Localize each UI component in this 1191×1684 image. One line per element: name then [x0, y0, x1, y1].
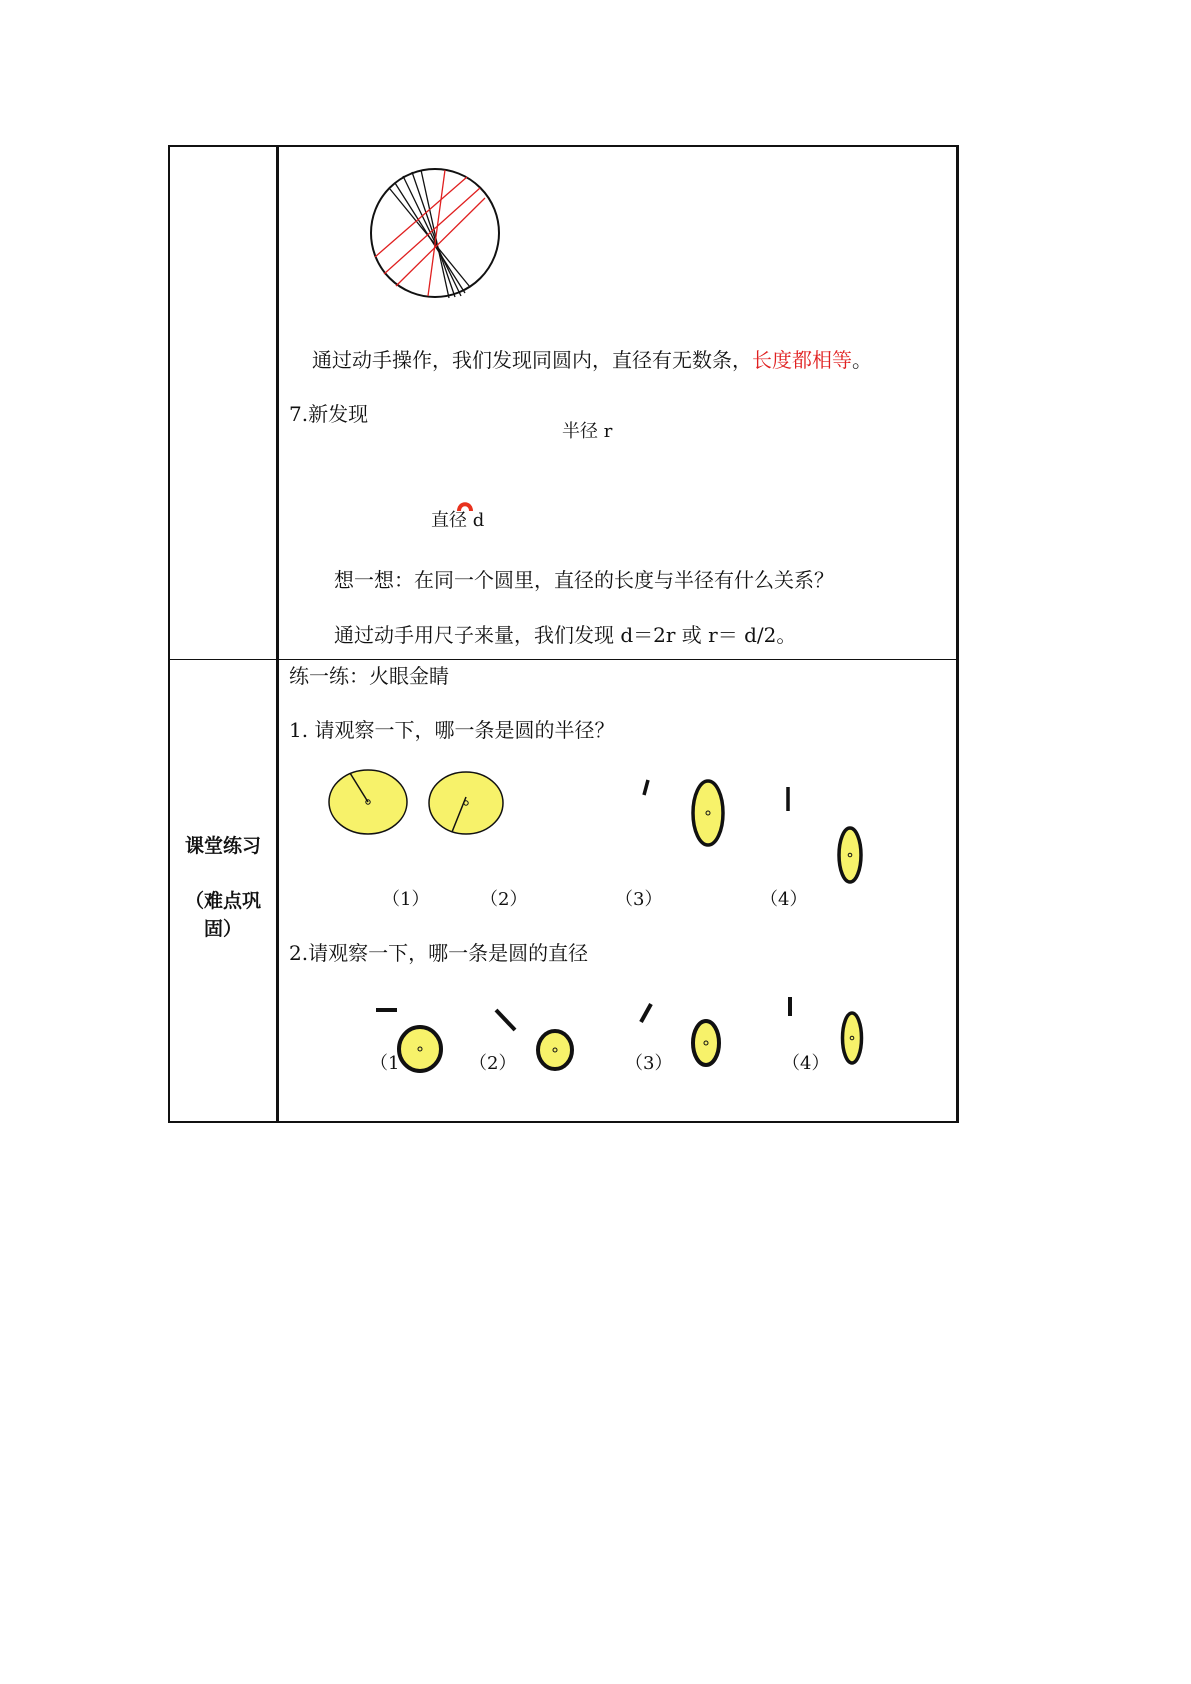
q1-option1-label: （1）	[382, 889, 430, 910]
q2-option4-segment	[786, 996, 794, 1018]
q2-option3-segment	[638, 1002, 654, 1024]
q1-option3-label: （3）	[615, 889, 663, 910]
radius-label: 半径 r	[562, 421, 613, 442]
measure-result: 通过动手用尺子来量，我们发现 d＝2r 或 r＝ d/2。	[334, 623, 797, 647]
q1-option4-circle	[837, 826, 863, 884]
q2-option1-segment	[375, 1006, 399, 1014]
q2-option2-label: （2）	[469, 1053, 517, 1074]
question-2: 2.请观察一下，哪一条是圆的直径	[289, 941, 589, 965]
row-label	[170, 832, 276, 943]
q2-option4-circle	[840, 1010, 864, 1066]
row-label-line1: 课堂练习	[184, 835, 261, 857]
q1-option2-label: （2）	[480, 889, 528, 910]
table-right-border	[956, 145, 959, 1123]
conclusion-text	[312, 348, 872, 372]
q1-option3-segment	[641, 779, 651, 797]
table-left-border	[168, 145, 170, 1123]
q2-option3-label: （3）	[625, 1053, 673, 1074]
diameters-circle-diagram	[368, 166, 502, 300]
table-bottom-border	[168, 1121, 958, 1123]
row-divider	[168, 659, 958, 660]
row-label-line2: （难点巩	[184, 890, 261, 912]
q2-option1-circle	[396, 1024, 444, 1074]
q2-option3-circle	[690, 1018, 722, 1068]
table-top-border	[168, 145, 958, 147]
question-1: 1. 请观察一下，哪一条是圆的半径？	[289, 718, 615, 742]
conclusion-end: 。	[852, 348, 872, 372]
q1-option4-segment	[784, 786, 792, 812]
diameter-label: 直径 d	[431, 510, 485, 531]
conclusion-text-part1: 通过动手操作，我们发现同圆内，直径有无数条，	[312, 348, 752, 372]
conclusion-highlight: 长度都相等	[752, 348, 852, 372]
row-label-line3: 固）	[203, 918, 242, 940]
practice-title: 练一练：火眼金睛	[289, 664, 449, 688]
q1-option3-circle	[691, 779, 725, 847]
new-discovery-heading: 7.新发现	[289, 402, 369, 426]
q1-option1-circle	[328, 769, 410, 835]
q2-option2-segment	[494, 1007, 518, 1033]
q2-option4-label: （4）	[782, 1053, 830, 1074]
q1-option2-circle	[428, 771, 506, 837]
column-divider	[276, 145, 279, 1123]
q2-option1-label: （1	[370, 1053, 400, 1074]
q2-option2-circle	[535, 1028, 575, 1072]
q1-option4-label: （4）	[760, 889, 808, 910]
think-question: 想一想：在同一个圆里，直径的长度与半径有什么关系？	[334, 568, 834, 592]
